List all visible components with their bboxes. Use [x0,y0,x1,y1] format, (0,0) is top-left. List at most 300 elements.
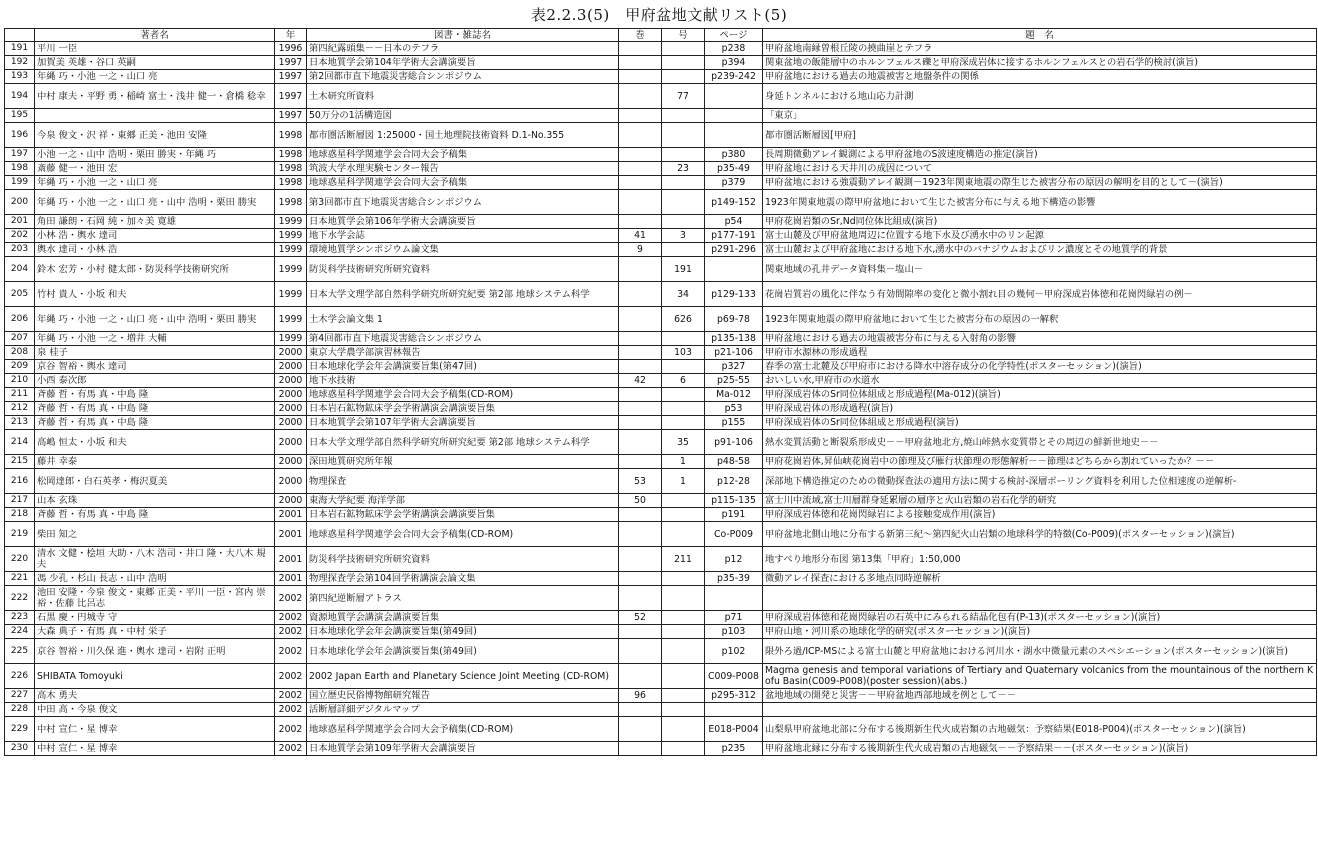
volume-cell: 53 [619,469,662,494]
row-number: 218 [5,508,35,522]
year-cell: 1998 [275,176,307,190]
table-row [5,148,1317,162]
title-cell: 甲府盆地南縁曽根丘陵の撓曲崖とテフラ [763,42,1317,56]
title-cell: おいしい水,甲府市の水道水 [763,374,1317,388]
row-number: 204 [5,257,35,282]
row-number: 200 [5,190,35,215]
source-cell: 東海大学紀要 海洋学部 [307,494,619,508]
row-number: 206 [5,307,35,332]
year-cell: 1998 [275,190,307,215]
volume-cell [619,522,662,547]
number-cell: 35 [662,430,705,455]
number-cell [662,522,705,547]
source-cell: 物理探査 [307,469,619,494]
table-row [5,717,1317,742]
year-cell: 1999 [275,215,307,229]
author-cell: 大森 典子・有馬 真・中村 栄子 [35,625,275,639]
table-row [5,176,1317,190]
author-cell: 中田 高・今泉 俊文 [35,703,275,717]
number-cell [662,360,705,374]
title-cell: 甲府深成岩体のSr同位体組成と形成過程(Ma-012)(演旨) [763,388,1317,402]
number-cell: 191 [662,257,705,282]
author-cell: 斉藤 哲・有馬 真・中島 隆 [35,416,275,430]
author-cell: 柴田 知之 [35,522,275,547]
row-number: 198 [5,162,35,176]
number-cell [662,639,705,664]
page-cell: Co-P009 [705,522,763,547]
source-cell: 2002 Japan Earth and Planetary Science Joint Meeting (CD-ROM) [307,664,619,689]
volume-cell: 41 [619,229,662,243]
author-cell: 石黒 慶・円城寺 守 [35,611,275,625]
volume-cell [619,639,662,664]
table-row [5,703,1317,717]
author-cell: 年縄 巧・小池 一之・山口 亮・山中 浩明・栗田 勝実 [35,190,275,215]
author-cell [35,109,275,123]
author-cell: 高嶋 恒太・小坂 和夫 [35,430,275,455]
source-cell: 第四紀露頭集－－日本のテフラ [307,42,619,56]
table-row [5,109,1317,123]
header-source: 図書・雑誌名 [307,29,619,42]
year-cell: 1999 [275,332,307,346]
title-cell: 甲府花崗岩類のSr,Nd同位体比組成(演旨) [763,215,1317,229]
row-number: 201 [5,215,35,229]
number-cell [662,109,705,123]
year-cell: 1999 [275,282,307,307]
page-cell: p12-28 [705,469,763,494]
table-row [5,257,1317,282]
page-cell: p379 [705,176,763,190]
author-cell: 中村 宣仁・星 博幸 [35,717,275,742]
header-num [5,29,35,42]
author-cell: 斉藤 哲・有馬 真・中島 隆 [35,402,275,416]
number-cell [662,508,705,522]
source-cell: 土木研究所資料 [307,84,619,109]
year-cell: 1999 [275,307,307,332]
year-cell: 2001 [275,572,307,586]
author-cell: 小林 浩・輿水 達司 [35,229,275,243]
author-cell: 京谷 智裕・川久保 進・輿水 達司・岩附 正明 [35,639,275,664]
author-cell: 斉藤 哲・有馬 真・中島 隆 [35,388,275,402]
title-cell: 甲府盆地における過去の地震被害分布に与える入射角の影響 [763,332,1317,346]
number-cell: 77 [662,84,705,109]
volume-cell [619,123,662,148]
number-cell [662,56,705,70]
author-cell: 鈴木 宏芳・小村 健太郎・防災科学技術研究所 [35,257,275,282]
year-cell: 1999 [275,229,307,243]
row-number: 202 [5,229,35,243]
volume-cell [619,664,662,689]
author-cell: 清水 文健・桧垣 大助・八木 浩司・井口 隆・大八木 規夫 [35,547,275,572]
page-cell: p239-242 [705,70,763,84]
year-cell: 1997 [275,70,307,84]
source-cell: 第四紀逆断層アトラス [307,586,619,611]
title-cell: 甲府市水源林の形成過程 [763,346,1317,360]
number-cell [662,388,705,402]
row-number: 193 [5,70,35,84]
title-cell: 長周期微動アレイ観測による甲府盆地のS波速度構造の推定(演旨) [763,148,1317,162]
number-cell: 211 [662,547,705,572]
volume-cell [619,547,662,572]
author-cell: 小池 一之・山中 浩明・栗田 勝実・年縄 巧 [35,148,275,162]
source-cell: 第2回都市直下地震災害総合シンポジウム [307,70,619,84]
source-cell: 日本大学文理学部自然科学研究所研究紀要 第2部 地球システム科学 [307,282,619,307]
number-cell [662,586,705,611]
year-cell: 2002 [275,611,307,625]
title-cell: 甲府花崗岩体,昇仙峡花崗岩中の節理及び雁行状節理の形態解析－－節理はどちらから割れていったか？－－ [763,455,1317,469]
table-row [5,190,1317,215]
author-cell: SHIBATA Tomoyuki [35,664,275,689]
table-row [5,282,1317,307]
table-row [5,215,1317,229]
page-cell [705,703,763,717]
volume-cell [619,70,662,84]
author-cell: 松岡達郎・白石英孝・梅沢夏美 [35,469,275,494]
number-cell [662,717,705,742]
author-cell: 輿水 達司・小林 浩 [35,243,275,257]
table-row [5,388,1317,402]
year-cell: 2000 [275,455,307,469]
title-cell: 富士山麓および甲府盆地における地下水,湧水中のバナジウムおよびリン濃度とその地質学的背景 [763,243,1317,257]
row-number: 195 [5,109,35,123]
row-number: 208 [5,346,35,360]
row-number: 213 [5,416,35,430]
table-row [5,360,1317,374]
number-cell [662,148,705,162]
year-cell: 1997 [275,84,307,109]
number-cell [662,742,705,756]
page-cell: p35-39 [705,572,763,586]
page-cell: p35-49 [705,162,763,176]
year-cell: 2001 [275,522,307,547]
row-number: 196 [5,123,35,148]
table-row [5,332,1317,346]
number-cell [662,243,705,257]
source-cell: 都市圏活断層図 1:25000・国土地理院技術資料 D.1-No.355 [307,123,619,148]
year-cell: 2002 [275,586,307,611]
number-cell [662,190,705,215]
number-cell: 626 [662,307,705,332]
title-cell: 「東京」 [763,109,1317,123]
source-cell: 物理探査学会第104回学術講演会論文集 [307,572,619,586]
table-row [5,346,1317,360]
table-row [5,625,1317,639]
table-row [5,243,1317,257]
year-cell: 1999 [275,257,307,282]
header-year: 年 [275,29,307,42]
source-cell: 国立歴史民俗博物館研究報告 [307,689,619,703]
page-cell: E018-P004 [705,717,763,742]
table-row [5,664,1317,689]
year-cell: 2000 [275,469,307,494]
table-row [5,162,1317,176]
volume-cell [619,455,662,469]
title-cell: 甲府盆地北側山地に分布する新第三紀～第四紀火山岩類の地球科学的特徴(Co-P009)(ポスターセッション)(演旨) [763,522,1317,547]
source-cell: 日本地球化学会年会講演要旨集(第49回) [307,625,619,639]
row-number: 221 [5,572,35,586]
header-title: 題 名 [763,29,1317,42]
volume-cell: 42 [619,374,662,388]
row-number: 214 [5,430,35,455]
title-cell: 甲府深成岩体徳和花崗閃緑岩による接触変成作用(演旨) [763,508,1317,522]
page-cell: p295-312 [705,689,763,703]
source-cell: 土木学会論文集 1 [307,307,619,332]
year-cell: 2001 [275,547,307,572]
row-number: 203 [5,243,35,257]
page-cell [705,84,763,109]
volume-cell [619,332,662,346]
volume-cell [619,307,662,332]
table-row [5,402,1317,416]
year-cell: 1999 [275,243,307,257]
volume-cell [619,148,662,162]
title-cell: 春季の富士北麓及び甲府市における降水中溶存成分の化学特性(ポスターセッション)(演旨) [763,360,1317,374]
page-cell: p380 [705,148,763,162]
source-cell: 地球惑星科学関連学会合同大会予稿集(CD-ROM) [307,717,619,742]
source-cell: 活断層詳細デジタルマップ [307,703,619,717]
volume-cell [619,360,662,374]
table-row [5,307,1317,332]
volume-cell [619,190,662,215]
title-cell: 甲府山地・河川系の地球化学的研究(ポスターセッション)(演旨) [763,625,1317,639]
number-cell [662,332,705,346]
page-cell: Ma-012 [705,388,763,402]
literature-table [4,28,1317,756]
source-cell: 50万分の1活構造図 [307,109,619,123]
volume-cell [619,625,662,639]
title-cell: 甲府盆地北縁に分布する後期新生代火成岩類の古地磁気－－予察結果－－(ポスターセッション)(演旨) [763,742,1317,756]
title-cell: 地すべり地形分布図 第13集「甲府」1:50,000 [763,547,1317,572]
header-page: ページ [705,29,763,42]
page-cell: p394 [705,56,763,70]
page-cell: p91-106 [705,430,763,455]
row-number: 219 [5,522,35,547]
year-cell: 2000 [275,416,307,430]
row-number: 220 [5,547,35,572]
table-row [5,469,1317,494]
title-cell: 山梨県甲府盆地北部に分布する後期新生代火成岩類の古地磁気：予察結果(E018-P004)(ポスターセッション)(演旨) [763,717,1317,742]
header-volume: 巻 [619,29,662,42]
author-cell: 小西 泰次郎 [35,374,275,388]
author-cell: 山本 玄珠 [35,494,275,508]
page-cell: p177-191 [705,229,763,243]
table-row [5,639,1317,664]
volume-cell [619,176,662,190]
volume-cell: 50 [619,494,662,508]
table-row [5,508,1317,522]
source-cell: 日本地質学会第107年学術大会講演要旨 [307,416,619,430]
page-cell: p12 [705,547,763,572]
number-cell [662,176,705,190]
page-cell: p235 [705,742,763,756]
author-cell: 中村 宣仁・星 博幸 [35,742,275,756]
title-cell: 富士山麓及び甲府盆地周辺に位置する地下水及び湧水中のリン起源 [763,229,1317,243]
source-cell: 日本地質学会第104年学術大会講演要旨 [307,56,619,70]
table-row [5,572,1317,586]
table-row [5,42,1317,56]
volume-cell [619,703,662,717]
number-cell: 23 [662,162,705,176]
title-cell: 1923年関東地震の際甲府盆地において生じた被害分布の原因の一解釈 [763,307,1317,332]
source-cell: 深田地質研究所年報 [307,455,619,469]
page-cell: p191 [705,508,763,522]
header-row [5,29,1317,42]
title-cell: 盆地地域の開発と災害－－甲府盆地西部地域を例として－－ [763,689,1317,703]
author-cell: 竹村 貴人・小坂 和夫 [35,282,275,307]
title-cell: 深部地下構造推定のための微動探査法の適用方法に関する検討-深層ボーリング資料を利用した位相速度の逆解析- [763,469,1317,494]
table-body [5,42,1317,756]
header-number: 号 [662,29,705,42]
row-number: 223 [5,611,35,625]
source-cell: 地下水学会誌 [307,229,619,243]
title-cell [763,703,1317,717]
author-cell: 池田 安隆・今泉 俊文・東郷 正美・平川 一臣・宮内 崇裕・佐藤 比呂志 [35,586,275,611]
page-cell: p115-135 [705,494,763,508]
page-cell: p54 [705,215,763,229]
table-row [5,611,1317,625]
volume-cell [619,346,662,360]
year-cell: 1996 [275,42,307,56]
table-row [5,56,1317,70]
number-cell [662,689,705,703]
row-number: 229 [5,717,35,742]
header-author: 著者名 [35,29,275,42]
table-row [5,123,1317,148]
volume-cell [619,402,662,416]
year-cell: 2000 [275,402,307,416]
author-cell: 馮 少孔・杉山 長志・山中 浩明 [35,572,275,586]
title-cell: 微動アレイ探査における多地点同時逆解析 [763,572,1317,586]
source-cell: 地球惑星科学関連学会合同大会予稿集 [307,176,619,190]
title-cell: 花崗岩質岩の風化に伴なう有効間隙率の変化と微小割れ目の幾何－甲府深成岩体徳和花崗閃緑岩の例－ [763,282,1317,307]
row-number: 210 [5,374,35,388]
number-cell: 34 [662,282,705,307]
year-cell: 2000 [275,430,307,455]
volume-cell [619,84,662,109]
title-cell: 都市圏活断層図[甲府] [763,123,1317,148]
page-cell: p149-152 [705,190,763,215]
volume-cell: 9 [619,243,662,257]
volume-cell [619,257,662,282]
title-cell: 関東地域の孔井データ資料集－塩山－ [763,257,1317,282]
row-number: 230 [5,742,35,756]
title-cell: 1923年関東地震の際甲府盆地において生じた被害分布に与える地下構造の影響 [763,190,1317,215]
number-cell [662,70,705,84]
author-cell: 年縄 巧・小池 一之・山口 亮 [35,70,275,84]
source-cell: 第3回都市直下地震災害総合シンポジウム [307,190,619,215]
volume-cell [619,215,662,229]
source-cell: 日本地質学会第109年学術大会講演要旨 [307,742,619,756]
number-cell [662,42,705,56]
number-cell [662,625,705,639]
table-row [5,494,1317,508]
number-cell: 1 [662,455,705,469]
volume-cell [619,388,662,402]
volume-cell [619,416,662,430]
number-cell [662,703,705,717]
title-cell [763,586,1317,611]
year-cell: 2000 [275,346,307,360]
author-cell: 中村 康夫・平野 勇・稲崎 富士・浅井 健一・倉橋 稔幸 [35,84,275,109]
source-cell: 日本大学文理学部自然科学研究所研究紀要 第2部 地球システム科学 [307,430,619,455]
volume-cell [619,430,662,455]
author-cell: 年縄 巧・小池 一之・山口 亮 [35,176,275,190]
table-row [5,547,1317,572]
source-cell: 地球惑星科学関連学会合同大会予稿集(CD-ROM) [307,522,619,547]
row-number: 222 [5,586,35,611]
author-cell: 年縄 巧・小池 一之・増井 大輔 [35,332,275,346]
row-number: 191 [5,42,35,56]
author-cell: 斎藤 健一・池田 宏 [35,162,275,176]
page-cell: C009-P008 [705,664,763,689]
number-cell: 3 [662,229,705,243]
year-cell: 2002 [275,625,307,639]
page-cell [705,123,763,148]
volume-cell [619,42,662,56]
year-cell: 1997 [275,56,307,70]
page-cell: p103 [705,625,763,639]
page-cell: p155 [705,416,763,430]
volume-cell [619,162,662,176]
volume-cell [619,56,662,70]
number-cell [662,664,705,689]
source-cell: 地球惑星科学関連学会合同大会予稿集(CD-ROM) [307,388,619,402]
page-cell: p48-58 [705,455,763,469]
number-cell [662,611,705,625]
author-cell: 今泉 俊文・沢 祥・東郷 正美・池田 安隆 [35,123,275,148]
year-cell: 2002 [275,742,307,756]
page-cell: p69-78 [705,307,763,332]
row-number: 207 [5,332,35,346]
author-cell: 年縄 巧・小池 一之・山口 亮・山中 浩明・栗田 勝実 [35,307,275,332]
page-cell [705,257,763,282]
table-row [5,374,1317,388]
year-cell: 2001 [275,508,307,522]
row-number: 205 [5,282,35,307]
page-cell [705,586,763,611]
row-number: 209 [5,360,35,374]
row-number: 228 [5,703,35,717]
row-number: 226 [5,664,35,689]
number-cell [662,402,705,416]
year-cell: 1997 [275,109,307,123]
volume-cell: 52 [619,611,662,625]
page-cell: p21-106 [705,346,763,360]
title-cell: 関東盆地の飯能層中のホルンフェルス礫と甲府深成岩体に接するホルンフェルスとの岩石学的検討(演旨) [763,56,1317,70]
title-cell: 限外ろ過/ICP-MSによる富士山麓と甲府盆地における河川水・湖水中微量元素のスペシエーション(ポスターセッション)(演旨) [763,639,1317,664]
year-cell: 1998 [275,162,307,176]
author-cell: 京谷 智裕・輿水 達司 [35,360,275,374]
number-cell: 1 [662,469,705,494]
page-cell: p102 [705,639,763,664]
year-cell: 2002 [275,689,307,703]
volume-cell [619,109,662,123]
year-cell: 2002 [275,703,307,717]
table-row [5,70,1317,84]
title-cell: 甲府盆地における過去の地震被害と地盤条件の関係 [763,70,1317,84]
table-row [5,522,1317,547]
page-cell: p53 [705,402,763,416]
row-number: 199 [5,176,35,190]
year-cell: 2000 [275,388,307,402]
volume-cell [619,742,662,756]
page-cell: p327 [705,360,763,374]
title-cell: 甲府深成岩体徳和花崗閃緑岩の石英中にみられる結晶化包有(P-13)(ポスターセッション)(演旨) [763,611,1317,625]
title-cell: 甲府深成岩体の形成過程(演旨) [763,402,1317,416]
source-cell: 日本地球化学会年会講演要旨集(第47回) [307,360,619,374]
row-number: 197 [5,148,35,162]
row-number: 225 [5,639,35,664]
title-cell: 甲府盆地における天井川の成因について [763,162,1317,176]
